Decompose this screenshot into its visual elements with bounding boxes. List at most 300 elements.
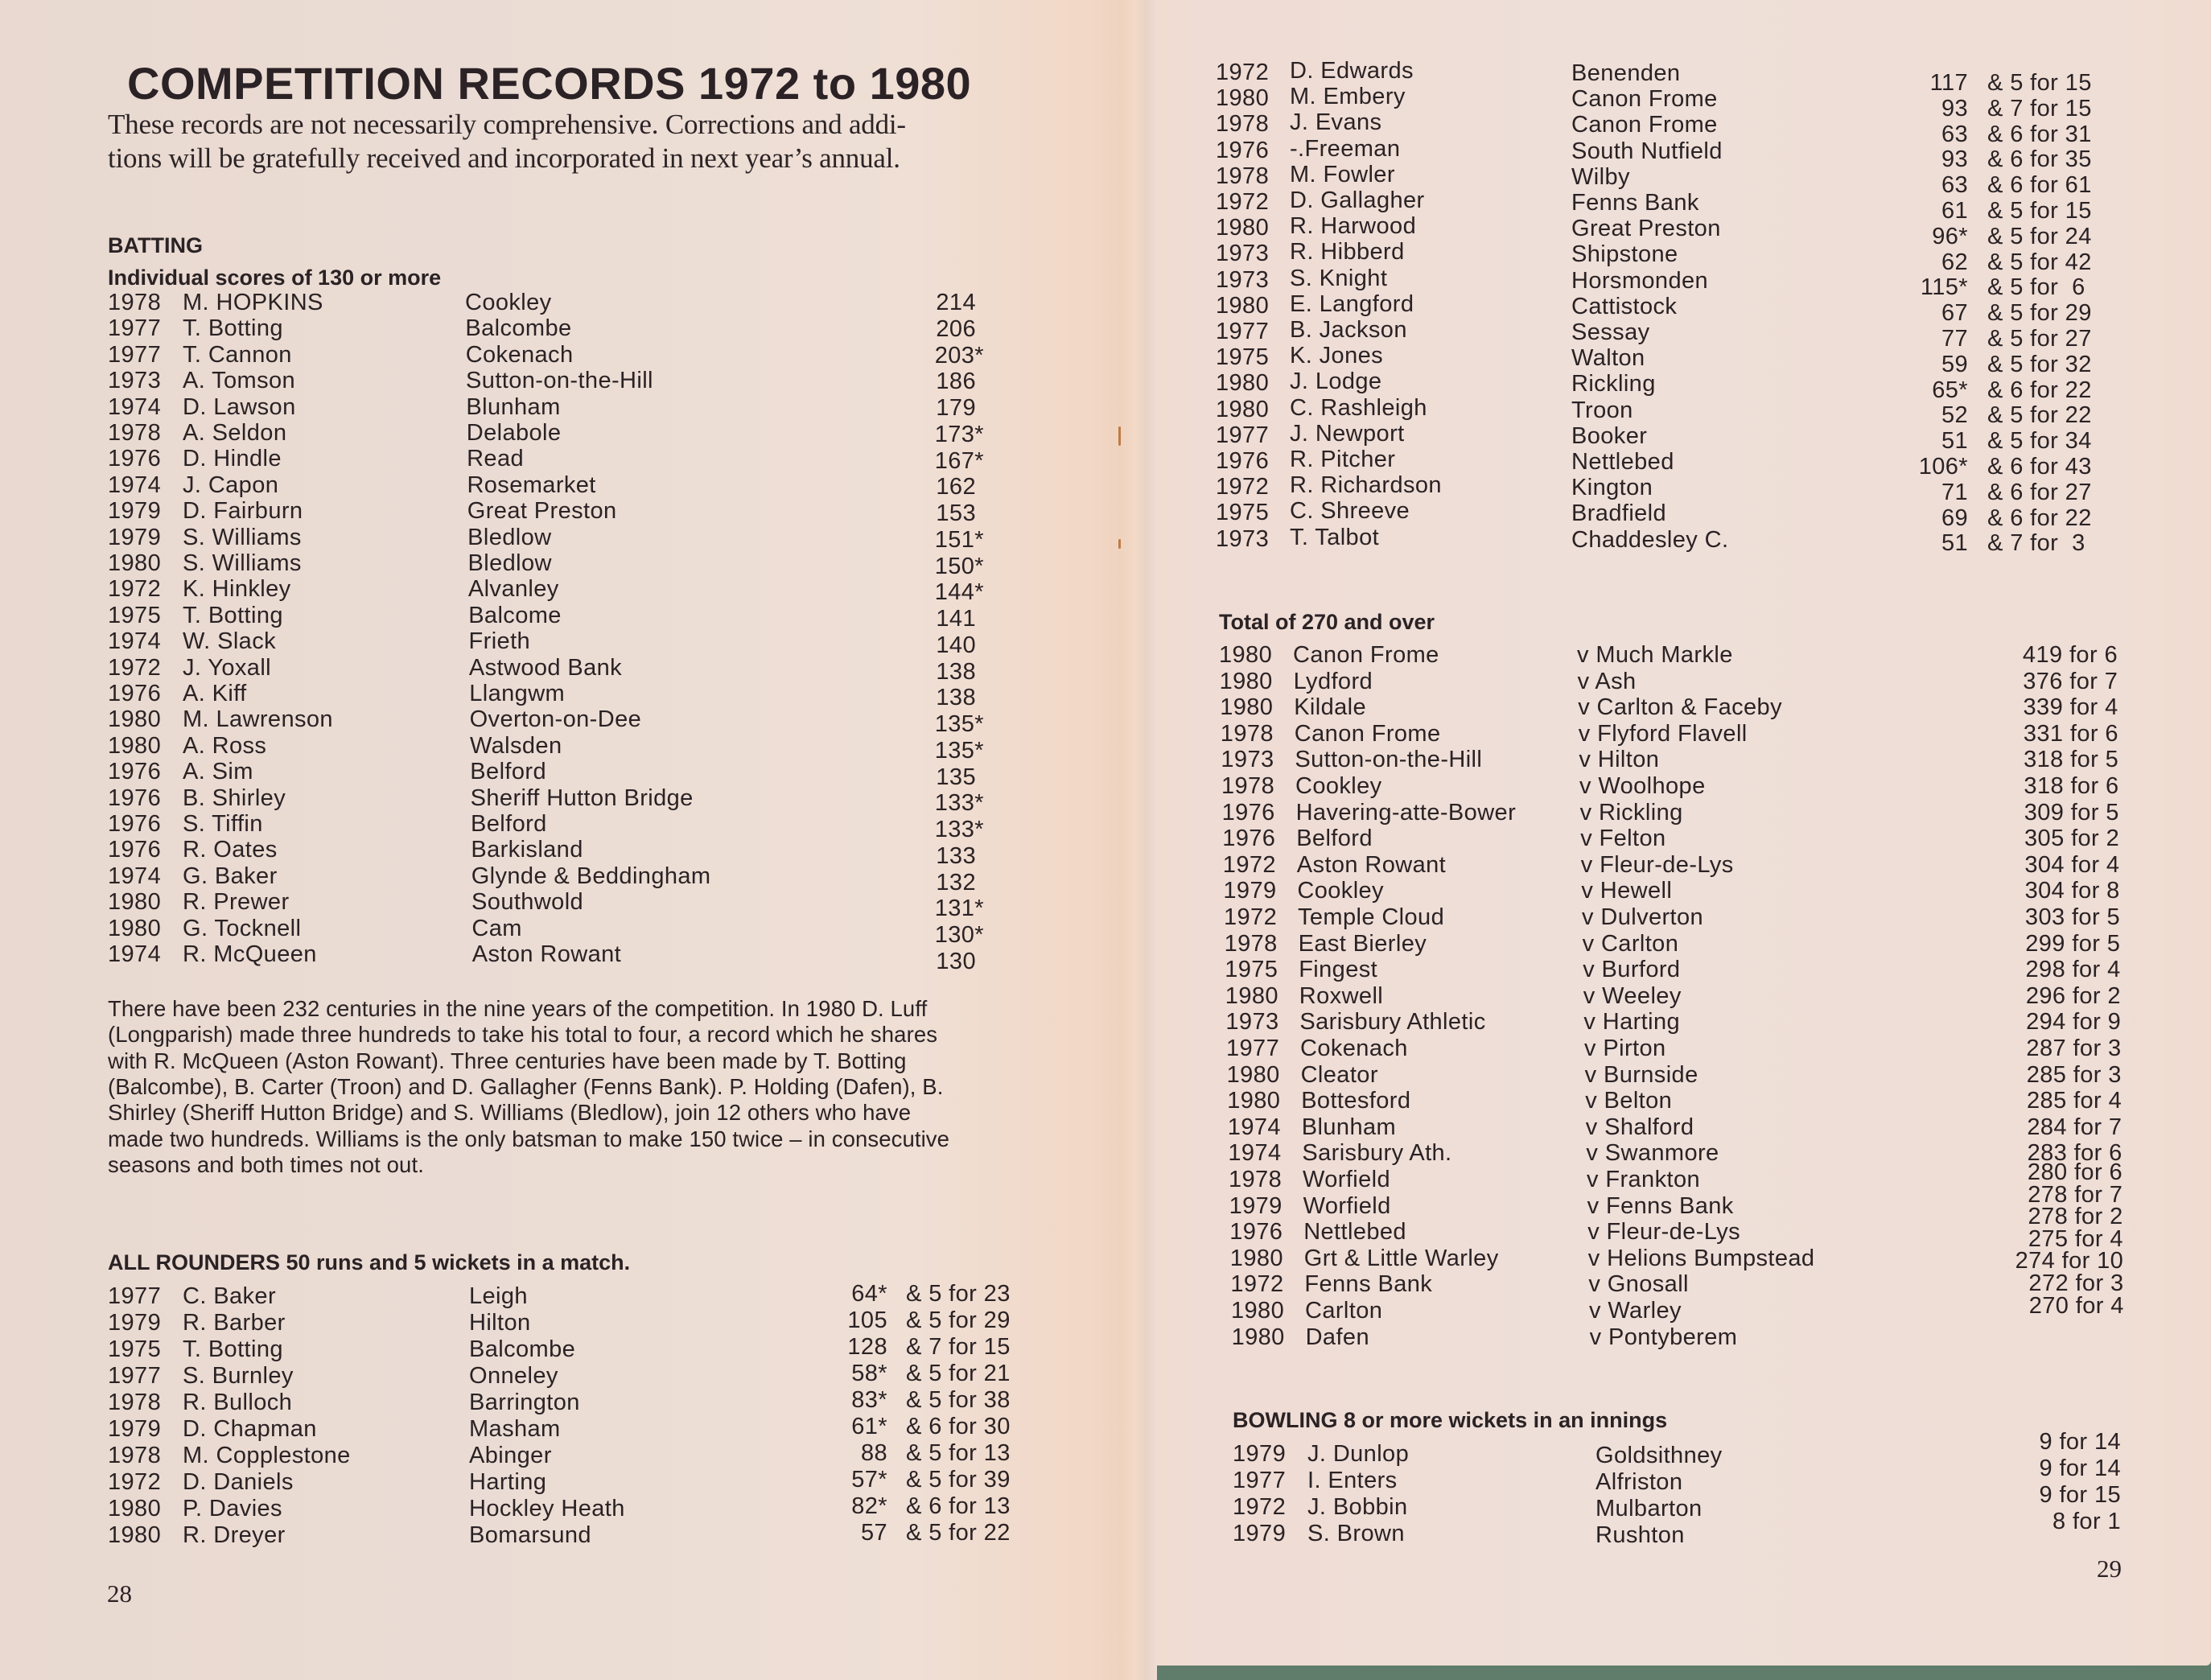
- all-rounders-heading: ALL ROUNDERS 50 runs and 5 wickets in a match.: [108, 1250, 631, 1274]
- club-cell: Nettlebed: [1571, 449, 1674, 475]
- year-cell: 1974: [108, 628, 162, 655]
- club-cell: Onneley: [469, 1363, 558, 1389]
- opponent-cell: v Belton: [1585, 1088, 1673, 1114]
- score-cell: 285 for 3: [2026, 1061, 2122, 1088]
- score-cell: 339 for 4: [2023, 694, 2118, 721]
- runs-cell: 115*: [1920, 274, 1968, 301]
- wickets-cell: & 6 for 61: [1987, 172, 2092, 199]
- year-cell: 1980: [1231, 1324, 1285, 1350]
- player-name-cell: J. Capon: [183, 471, 279, 498]
- year-cell: 1980: [1229, 1245, 1283, 1271]
- player-name-cell: K. Hinkley: [183, 576, 291, 603]
- team-cell: Worfield: [1303, 1167, 1391, 1192]
- club-cell: Kington: [1571, 475, 1653, 501]
- year-cell: 1972: [108, 1469, 162, 1495]
- year-cell: 1973: [1216, 241, 1270, 267]
- club-cell: Mulbarton: [1595, 1496, 1703, 1521]
- player-name-cell: M. Copplestone: [183, 1443, 351, 1468]
- player-name-cell: B. Shirley: [183, 784, 286, 811]
- year-cell: 1978: [108, 420, 162, 446]
- score-cell: 138: [936, 658, 976, 685]
- club-cell: Balcome: [468, 602, 562, 628]
- runs-cell: 128: [847, 1334, 887, 1360]
- club-cell: Delabole: [466, 420, 562, 446]
- year-cell: 1975: [1216, 500, 1270, 526]
- opponent-cell: v Shalford: [1585, 1114, 1694, 1140]
- year-cell: 1980: [1216, 370, 1270, 397]
- year-cell: 1978: [108, 290, 162, 315]
- score-cell: 138: [936, 685, 976, 711]
- score-cell: 162: [936, 474, 976, 500]
- year-cell: 1980: [1216, 215, 1270, 241]
- opponent-cell: v Felton: [1580, 826, 1666, 852]
- team-cell: Blunham: [1301, 1114, 1397, 1140]
- player-name-cell: C. Rashleigh: [1290, 394, 1427, 421]
- player-name-cell: D. Fairburn: [183, 498, 303, 525]
- player-name-cell: J. Newport: [1290, 420, 1405, 447]
- batting-heading: BATTING: [108, 233, 203, 257]
- year-cell: 1976: [108, 837, 162, 863]
- wickets-cell: & 5 for 13: [906, 1440, 1011, 1466]
- club-cell: Masham: [469, 1416, 561, 1442]
- club-cell: Abinger: [469, 1443, 552, 1468]
- runs-cell: 93: [1941, 146, 1968, 173]
- note-line: made two hundreds. Williams is the only batsman to make 150 twice – in consecutive: [108, 1126, 950, 1151]
- club-cell: Sutton-on-the-Hill: [466, 368, 653, 394]
- book-spine: [1120, 0, 1157, 1680]
- team-cell: Grt & Little Warley: [1303, 1245, 1499, 1271]
- club-cell: Barrington: [469, 1390, 580, 1415]
- score-cell: 151*: [934, 526, 984, 553]
- opponent-cell: v Hilton: [1579, 747, 1660, 773]
- runs-cell: 57: [860, 1520, 887, 1546]
- team-cell: Sarisbury Ath.: [1302, 1140, 1452, 1167]
- score-cell: 283 for 6: [2027, 1140, 2122, 1167]
- runs-cell: 105: [847, 1307, 887, 1333]
- team-cell: Cookley: [1295, 773, 1382, 799]
- player-name-cell: W. Slack: [183, 628, 276, 655]
- score-cell: 280 for 6: [2027, 1159, 2122, 1185]
- team-cell: Cleator: [1300, 1061, 1378, 1088]
- opponent-cell: v Dulverton: [1582, 904, 1704, 930]
- wickets-cell: & 6 for 27: [1987, 479, 2092, 505]
- score-cell: 318 for 6: [2024, 773, 2119, 799]
- player-name-cell: G. Baker: [183, 863, 278, 889]
- club-cell: Balcombe: [469, 1336, 576, 1362]
- club-cell: Llangwm: [469, 681, 566, 706]
- wickets-cell: & 5 for 38: [906, 1387, 1011, 1413]
- runs-cell: 88: [860, 1440, 887, 1466]
- score-cell: 132: [936, 869, 976, 896]
- score-cell: 179: [936, 395, 976, 421]
- score-cell: 133*: [934, 817, 984, 842]
- club-cell: Cattistock: [1571, 293, 1678, 319]
- runs-cell: 61: [1941, 198, 1968, 224]
- score-cell: 285 for 4: [2027, 1088, 2122, 1114]
- player-name-cell: M. Fowler: [1290, 161, 1395, 187]
- year-cell: 1977: [1226, 1036, 1280, 1061]
- year-cell: 1980: [108, 889, 162, 916]
- opponent-cell: v Fleur-de-Lys: [1587, 1219, 1741, 1246]
- wickets-cell: & 5 for 22: [906, 1520, 1011, 1546]
- wickets-cell: & 7 for 15: [1987, 95, 2092, 121]
- club-cell: Sessay: [1571, 319, 1650, 345]
- wickets-cell: & 6 for 31: [1987, 121, 2092, 147]
- player-name-cell: S. Brown: [1307, 1521, 1405, 1546]
- club-cell: South Nutfield: [1571, 138, 1723, 164]
- opponent-cell: v Harting: [1583, 1009, 1681, 1036]
- player-name-cell: T. Cannon: [183, 341, 292, 368]
- year-cell: 1973: [1221, 747, 1274, 773]
- score-cell: 140: [936, 632, 976, 658]
- year-cell: 1980: [108, 732, 162, 759]
- player-name-cell: D. Chapman: [183, 1416, 317, 1442]
- club-cell: Alfriston: [1595, 1469, 1683, 1495]
- note-line: with R. McQueen (Aston Rowant). Three centuries have been made by T. Botting: [108, 1048, 907, 1073]
- club-cell: Benenden: [1571, 60, 1681, 86]
- year-cell: 1975: [1225, 957, 1278, 983]
- player-name-cell: D. Lawson: [183, 393, 296, 420]
- note-line: (Longparish) made three hundreds to take his total to four, a record which he shares: [108, 1022, 938, 1048]
- runs-cell: 83*: [851, 1387, 887, 1413]
- runs-cell: 82*: [851, 1493, 887, 1519]
- year-cell: 1972: [1216, 60, 1270, 85]
- player-name-cell: C. Shreeve: [1290, 498, 1410, 525]
- team-cell: Aston Rowant: [1296, 851, 1447, 878]
- club-cell: Booker: [1571, 422, 1648, 449]
- wickets-cell: & 5 for 39: [906, 1467, 1011, 1493]
- opponent-cell: v Flyford Flavell: [1578, 720, 1748, 747]
- note-line: (Balcombe), B. Carter (Troon) and D. Gallagher (Fenns Bank). P. Holding (Dafen), B.: [108, 1073, 944, 1099]
- opponent-cell: v Hewell: [1581, 878, 1673, 904]
- player-name-cell: S. Burnley: [183, 1363, 294, 1389]
- player-name-cell: R. Richardson: [1290, 472, 1442, 499]
- club-cell: Hilton: [469, 1310, 531, 1336]
- player-name-cell: I. Enters: [1307, 1468, 1398, 1493]
- club-cell: Balcombe: [465, 315, 572, 342]
- player-name-cell: R. Barber: [183, 1310, 286, 1336]
- opponent-cell: v Fenns Bank: [1587, 1192, 1734, 1219]
- opponent-cell: v Woolhope: [1579, 773, 1706, 799]
- team-cell: Roxwell: [1299, 982, 1384, 1009]
- score-cell: 296 for 2: [2025, 982, 2121, 1009]
- year-cell: 1978: [1216, 111, 1270, 138]
- team-cell: Sarisbury Athletic: [1299, 1009, 1486, 1036]
- wickets-cell: & 5 for 23: [906, 1281, 1011, 1307]
- player-name-cell: G. Tocknell: [183, 915, 302, 941]
- player-name-cell: A. Kiff: [183, 681, 247, 706]
- score-cell: 133*: [934, 790, 984, 817]
- club-cell: Walton: [1571, 345, 1645, 372]
- figures-cell: 9 for 14: [2039, 1429, 2121, 1455]
- score-cell: 173*: [934, 421, 984, 447]
- runs-cell: 61*: [851, 1414, 887, 1439]
- player-name-cell: C. Baker: [183, 1283, 277, 1309]
- year-cell: 1973: [1216, 525, 1270, 552]
- opponent-cell: v Warley: [1589, 1298, 1682, 1324]
- year-cell: 1976: [108, 446, 162, 472]
- team-cell: Cokenach: [1300, 1036, 1408, 1061]
- year-cell: 1976: [108, 811, 162, 837]
- year-cell: 1979: [108, 1416, 162, 1442]
- opponent-cell: v Burford: [1583, 957, 1681, 983]
- player-name-cell: -.Freeman: [1290, 135, 1401, 162]
- year-cell: 1978: [108, 1390, 162, 1415]
- score-cell: 309 for 5: [2024, 799, 2119, 826]
- year-cell: 1978: [1220, 720, 1274, 747]
- bowling-heading: BOWLING 8 or more wickets in an innings: [1233, 1408, 1668, 1432]
- year-cell: 1977: [108, 341, 162, 368]
- club-cell: Belford: [470, 759, 546, 785]
- year-cell: 1976: [1229, 1219, 1283, 1246]
- year-cell: 1977: [1216, 422, 1270, 448]
- year-cell: 1972: [1233, 1494, 1287, 1520]
- club-cell: Barkisland: [471, 837, 583, 863]
- year-cell: 1978: [1224, 930, 1278, 957]
- year-cell: 1975: [108, 602, 162, 628]
- score-cell: 153: [936, 500, 976, 526]
- team-cell: Havering-atte-Bower: [1295, 799, 1517, 826]
- year-cell: 1980: [1219, 668, 1273, 694]
- club-cell: Shipstone: [1571, 241, 1678, 268]
- score-cell: 130: [936, 948, 976, 974]
- team-cell: Cookley: [1297, 878, 1384, 904]
- year-cell: 1980: [108, 915, 162, 941]
- club-cell: Great Preston: [467, 498, 617, 525]
- score-cell: 131*: [934, 896, 984, 922]
- club-cell: Cam: [471, 915, 522, 941]
- score-cell: 278 for 2: [2028, 1204, 2123, 1230]
- score-cell: 304 for 8: [2024, 878, 2120, 904]
- runs-cell: 51: [1941, 530, 1968, 557]
- team-cell: Belford: [1296, 826, 1373, 852]
- club-cell: Glynde & Beddingham: [471, 863, 711, 889]
- year-cell: 1979: [1223, 878, 1277, 904]
- opponent-cell: v Pirton: [1584, 1036, 1666, 1061]
- year-cell: 1978: [108, 1443, 162, 1468]
- team-cell: Fenns Bank: [1304, 1271, 1433, 1298]
- club-cell: Aston Rowant: [471, 941, 622, 967]
- player-name-cell: R. Dreyer: [183, 1522, 286, 1548]
- opponent-cell: v Fleur-de-Lys: [1580, 851, 1734, 878]
- club-cell: Alvanley: [467, 576, 559, 603]
- player-name-cell: R. Harwood: [1290, 213, 1417, 240]
- score-cell: 298 for 4: [2025, 957, 2121, 983]
- player-name-cell: A. Seldon: [183, 420, 287, 446]
- club-cell: Bledlow: [467, 524, 552, 550]
- player-name-cell: J. Evans: [1290, 109, 1382, 136]
- year-cell: 1979: [108, 498, 162, 525]
- club-cell: Canon Frome: [1571, 86, 1718, 113]
- year-cell: 1977: [1233, 1468, 1287, 1493]
- staple-mark: [1118, 539, 1121, 549]
- year-cell: 1980: [1220, 694, 1274, 721]
- club-cell: Walsden: [469, 732, 562, 759]
- year-cell: 1980: [108, 1496, 162, 1521]
- intro-line: tions will be gratefully received and incorporated in next year’s annual.: [108, 142, 900, 174]
- score-cell: 299 for 5: [2025, 930, 2121, 957]
- year-cell: 1977: [108, 315, 162, 342]
- intro-line: These records are not necessarily comprehensive. Corrections and addi-: [108, 109, 906, 140]
- player-name-cell: R. Prewer: [183, 889, 290, 916]
- team-cell: Temple Cloud: [1298, 904, 1445, 930]
- runs-cell: 106*: [1918, 454, 1968, 480]
- year-cell: 1976: [108, 681, 162, 706]
- score-cell: 278 for 7: [2028, 1181, 2123, 1208]
- player-name-cell: A. Sim: [183, 759, 253, 785]
- wickets-cell: & 5 for 27: [1987, 326, 2092, 352]
- note-line: seasons and both times not out.: [108, 1151, 424, 1177]
- year-cell: 1977: [1216, 319, 1270, 344]
- year-cell: 1980: [1219, 642, 1273, 668]
- runs-cell: 65*: [1932, 377, 1968, 403]
- year-cell: 1975: [1216, 344, 1270, 371]
- page-number-right: 29: [2097, 1554, 2122, 1583]
- club-cell: Blunham: [466, 393, 561, 420]
- year-cell: 1980: [1216, 85, 1270, 112]
- player-name-cell: D. Edwards: [1290, 58, 1414, 84]
- team-cell: Canon Frome: [1293, 642, 1439, 668]
- runs-cell: 93: [1941, 95, 1968, 121]
- score-cell: 287 for 3: [2026, 1036, 2122, 1061]
- club-cell: Rosemarket: [467, 471, 596, 498]
- score-cell: 150*: [934, 553, 984, 579]
- wickets-cell: & 5 for 22: [1987, 402, 2092, 429]
- score-cell: 203*: [934, 342, 984, 369]
- figures-cell: 8 for 1: [2052, 1509, 2121, 1534]
- opponent-cell: v Helions Bumpstead: [1587, 1245, 1815, 1271]
- staple-mark: [1118, 426, 1121, 446]
- score-cell: 141: [936, 606, 976, 632]
- year-cell: 1972: [108, 654, 162, 681]
- wickets-cell: & 7 for 3: [1987, 530, 2085, 557]
- year-cell: 1978: [1216, 163, 1270, 189]
- club-cell: Astwood Bank: [468, 654, 623, 681]
- year-cell: 1976: [108, 784, 162, 811]
- club-cell: Canon Frome: [1571, 112, 1718, 138]
- club-cell: Horsmonden: [1571, 267, 1709, 294]
- score-cell: 206: [936, 315, 976, 342]
- year-cell: 1980: [1231, 1298, 1285, 1324]
- team-cell: Bottesford: [1301, 1088, 1411, 1114]
- player-name-cell: R. Oates: [183, 837, 278, 863]
- runs-cell: 67: [1941, 300, 1968, 327]
- club-cell: Harting: [469, 1469, 547, 1495]
- player-name-cell: J. Lodge: [1290, 369, 1382, 395]
- page-number-left: 28: [107, 1579, 132, 1608]
- player-name-cell: S. Williams: [183, 550, 302, 576]
- opponent-cell: v Ash: [1577, 668, 1637, 694]
- opponent-cell: v Carlton & Faceby: [1578, 694, 1782, 721]
- year-cell: 1980: [1216, 396, 1270, 422]
- runs-cell: 64*: [851, 1281, 887, 1307]
- player-name-cell: P. Davies: [183, 1496, 282, 1521]
- totals-heading: Total of 270 and over: [1219, 610, 1435, 634]
- year-cell: 1972: [1222, 851, 1276, 878]
- score-cell: 274 for 10: [2015, 1248, 2124, 1274]
- opponent-cell: v Pontyberem: [1589, 1324, 1738, 1350]
- wickets-cell: & 6 for 30: [906, 1414, 1011, 1439]
- player-name-cell: E. Langford: [1290, 290, 1414, 317]
- year-cell: 1974: [108, 471, 162, 498]
- year-cell: 1976: [1222, 826, 1276, 852]
- club-cell: Belford: [471, 811, 547, 837]
- wickets-cell: & 5 for 29: [906, 1307, 1011, 1333]
- team-cell: Sutton-on-the-Hill: [1295, 747, 1483, 773]
- year-cell: 1976: [1221, 799, 1275, 826]
- year-cell: 1972: [1224, 904, 1278, 930]
- score-cell: 144*: [934, 579, 984, 606]
- year-cell: 1974: [108, 941, 162, 967]
- club-cell: Bledlow: [467, 550, 552, 576]
- player-name-cell: T. Botting: [183, 1336, 283, 1362]
- note-line: There have been 232 centuries in the nine years of the competition. In 1980 D. Luff: [108, 996, 928, 1021]
- player-name-cell: T. Botting: [183, 602, 283, 628]
- player-name-cell: R. Pitcher: [1290, 447, 1396, 472]
- score-cell: 167*: [934, 447, 984, 474]
- opponent-cell: v Much Markle: [1577, 642, 1733, 668]
- score-cell: 130*: [934, 922, 984, 948]
- player-name-cell: M. Embery: [1290, 84, 1406, 110]
- player-name-cell: B. Jackson: [1290, 317, 1407, 343]
- runs-cell: 51: [1941, 428, 1968, 455]
- club-cell: Overton-on-Dee: [469, 706, 642, 733]
- year-cell: 1979: [1233, 1441, 1287, 1467]
- year-cell: 1975: [108, 1336, 162, 1362]
- year-cell: 1980: [1227, 1088, 1281, 1114]
- score-cell: 135*: [934, 737, 984, 764]
- team-cell: East Bierley: [1298, 930, 1427, 957]
- page-title: COMPETITION RECORDS 1972 to 1980: [127, 58, 972, 109]
- score-cell: 294 for 9: [2026, 1009, 2122, 1036]
- club-cell: Cookley: [465, 290, 552, 315]
- club-cell: Bomarsund: [469, 1522, 591, 1548]
- player-name-cell: T. Talbot: [1290, 524, 1380, 550]
- opponent-cell: v Frankton: [1587, 1167, 1700, 1192]
- year-cell: 1974: [108, 393, 162, 420]
- year-cell: 1980: [108, 706, 162, 733]
- runs-cell: 69: [1941, 504, 1968, 531]
- player-name-cell: A. Tomson: [183, 368, 296, 394]
- score-cell: 135*: [934, 711, 984, 737]
- wickets-cell: & 5 for 29: [1987, 300, 2092, 327]
- year-cell: 1973: [1225, 1009, 1279, 1036]
- runs-cell: 77: [1941, 326, 1968, 352]
- score-cell: 331 for 6: [2023, 720, 2118, 747]
- year-cell: 1980: [108, 550, 162, 576]
- wickets-cell: & 7 for 15: [906, 1334, 1011, 1360]
- player-name-cell: R. McQueen: [183, 941, 317, 967]
- score-cell: 270 for 4: [2028, 1292, 2124, 1319]
- note-line: Shirley (Sheriff Hutton Bridge) and S. Williams (Bledlow), join 12 others who have: [108, 1100, 912, 1126]
- score-cell: 305 for 2: [2024, 826, 2120, 852]
- player-name-cell: T. Botting: [183, 315, 283, 342]
- year-cell: 1976: [108, 759, 162, 785]
- year-cell: 1979: [108, 1310, 162, 1336]
- year-cell: 1977: [108, 1283, 162, 1309]
- year-cell: 1978: [1229, 1167, 1283, 1192]
- wickets-cell: & 5 for 15: [1987, 70, 2092, 96]
- figures-cell: 9 for 15: [2039, 1482, 2121, 1508]
- runs-cell: 57*: [851, 1467, 887, 1493]
- figures-cell: 9 for 14: [2039, 1456, 2121, 1481]
- club-cell: Rushton: [1595, 1522, 1685, 1548]
- runs-cell: 62: [1941, 249, 1968, 275]
- club-cell: Southwold: [471, 889, 584, 916]
- club-cell: Read: [467, 446, 525, 472]
- wickets-cell: & 6 for 43: [1987, 454, 2092, 480]
- club-cell: Great Preston: [1571, 216, 1721, 242]
